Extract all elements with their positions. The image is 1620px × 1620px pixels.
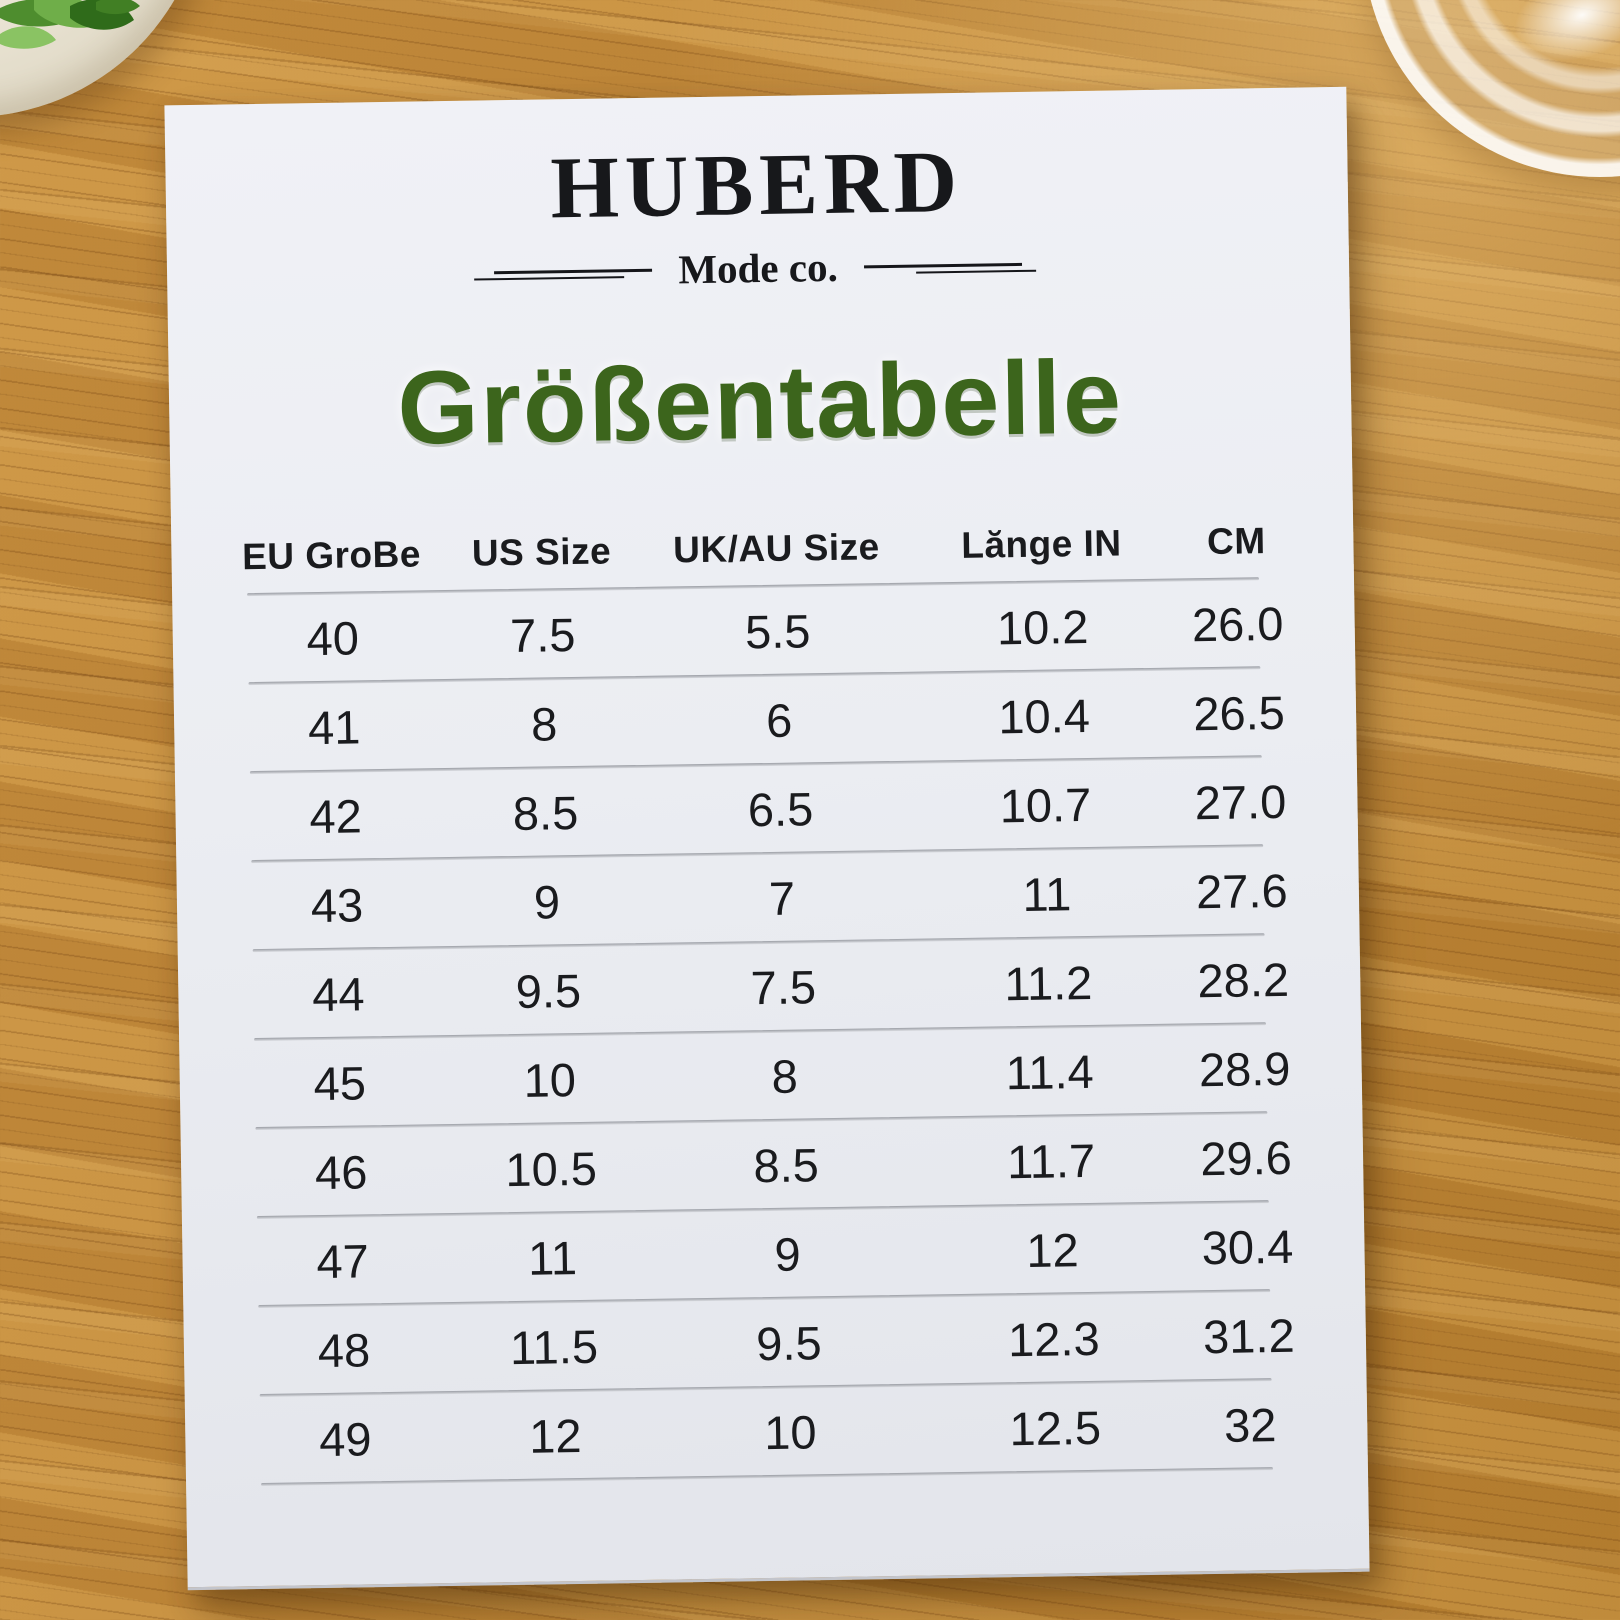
cell: 10.5 [504,1141,598,1196]
cell: 11 [527,1230,578,1285]
cell: 7.5 [509,607,576,662]
cell: 28.9 [1198,1041,1291,1096]
brand-name: HUBERD [549,133,964,238]
cell: 11.4 [1005,1044,1095,1099]
cell: 9.5 [515,963,582,1018]
cell: 29.6 [1199,1130,1293,1185]
cell: 40 [306,610,360,665]
cell: 10 [763,1404,817,1459]
cell: 10 [523,1052,577,1107]
cell: 12 [528,1408,582,1463]
cell: 10.2 [996,599,1089,654]
cell: 9 [774,1227,802,1281]
decorative-line-left [494,268,652,273]
cell: 46 [314,1144,368,1199]
header-eu-size: EU GroBe [241,533,422,578]
cell: 42 [309,788,363,843]
cell: 9 [533,874,561,929]
cell: 11.7 [1006,1133,1096,1188]
cell: 31.2 [1202,1308,1296,1363]
cell: 5.5 [744,603,811,658]
cell: 32 [1223,1397,1277,1452]
page-title: Größentabelle [396,339,1124,467]
brand-subtitle-row [167,235,1350,302]
cell: 48 [317,1322,371,1377]
header-length-in: Lănge IN [960,522,1122,566]
cell: 49 [318,1411,372,1466]
cell: 30.4 [1201,1219,1294,1274]
size-table [171,504,1368,1487]
cell: 8 [771,1049,799,1103]
cell: 47 [316,1233,370,1288]
decorative-line-right [864,262,1022,267]
cell: 7.5 [750,959,817,1014]
cell: 11 [1022,866,1072,921]
cell: 7 [768,871,796,925]
header-cm: CM [1206,520,1266,563]
cell: 41 [307,699,361,754]
cell: 26.5 [1192,685,1286,740]
brand-subtitle: Mode co. [677,243,839,293]
plant-leaves-icon [0,0,220,110]
cell: 12 [1025,1222,1080,1277]
cell: 6 [765,693,793,747]
cell: 10.7 [999,777,1092,832]
cell: 43 [310,877,364,932]
cell: 11.2 [1003,955,1093,1010]
cell: 12.3 [1007,1311,1101,1366]
cell: 26.0 [1191,596,1284,651]
cell: 8.5 [512,785,579,840]
cell: 44 [311,966,365,1021]
cell: 27.6 [1195,863,1289,918]
cell: 12.5 [1009,1400,1102,1455]
size-chart-sheet [164,87,1369,1590]
cell: 10.4 [997,688,1091,743]
cell: 45 [313,1055,367,1110]
cell: 9.5 [755,1315,823,1370]
header-us-size: US Size [471,530,612,574]
cell: 28.2 [1197,952,1290,1007]
cell: 27.0 [1194,774,1287,829]
cell: 6.5 [747,781,814,836]
brand-logo [165,133,1349,302]
header-ukau-size: UK/AU Size [672,526,880,571]
cell: 8.5 [753,1137,820,1192]
cell: 8 [530,696,558,751]
cell: 11.5 [509,1319,599,1374]
